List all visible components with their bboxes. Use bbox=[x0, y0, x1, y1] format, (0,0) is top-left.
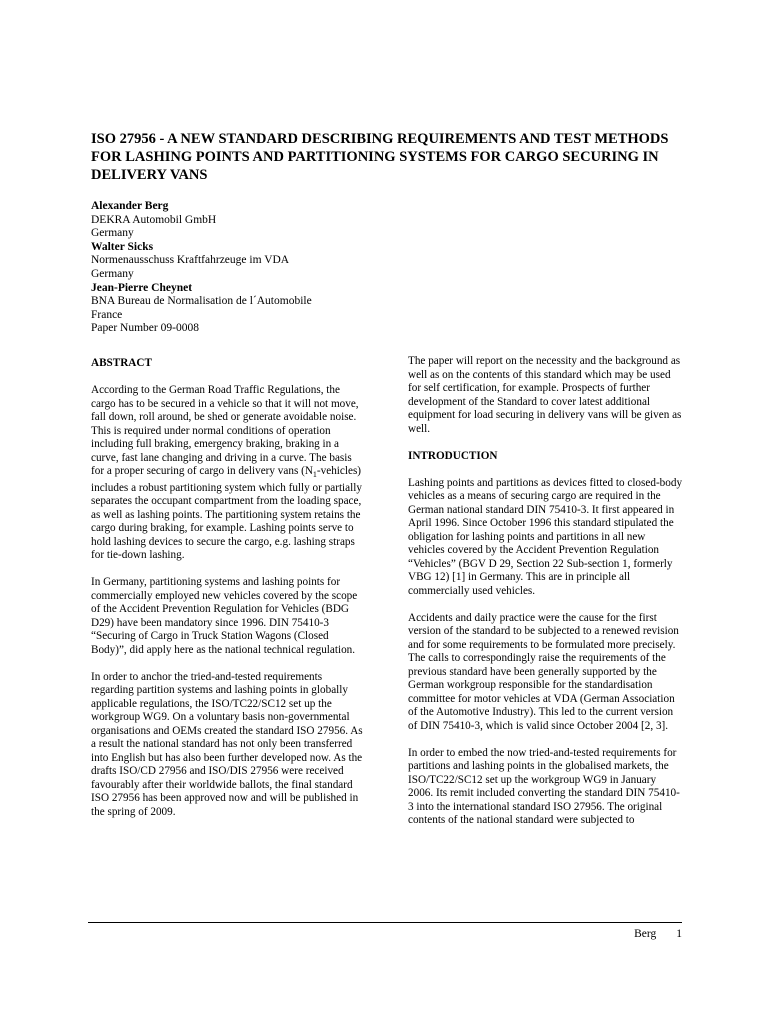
page-number: 1 bbox=[676, 928, 682, 940]
footer-author: Berg bbox=[634, 928, 657, 940]
author-country: France bbox=[91, 308, 123, 321]
author-name: Walter Sicks bbox=[91, 240, 154, 253]
author-block bbox=[91, 200, 491, 336]
introduction-heading: INTRODUCTION bbox=[408, 449, 498, 462]
abstract-paragraph: In order to anchor the tried-and-tested requirements regarding partition systems and lashing points in globally applicable regulations, the ISO/TC22/SC12 set up the workgroup WG9. On a voluntary basis non-governmental organisations and OEMs created the standard ISO 27956. As a result the national standard has not only been transferred into English but has also been further developed now. As the drafts ISO/CD 27956 and ISO/DIS 27956 were received favourably after their worldwide ballots, the final standard ISO 27956 has been approved now and will be published in the spring of 2009. bbox=[91, 670, 363, 818]
abstract-paragraph bbox=[91, 384, 363, 563]
subscript: 1 bbox=[312, 470, 317, 480]
author-affiliation: BNA Bureau de Normalisation de l´Automobile bbox=[91, 295, 312, 308]
paper-title: ISO 27956 - A NEW STANDARD DESCRIBING REQUIREMENTS AND TEST METHODS FOR LASHING POINTS AND PARTITIONING SYSTEMS FOR CARGO SECURING IN DELIVERY VANS bbox=[91, 131, 669, 183]
page-footer bbox=[614, 928, 682, 940]
author-affiliation: Normenausschuss Kraftfahrzeuge im VDA bbox=[91, 254, 290, 267]
author-country: Germany bbox=[91, 227, 134, 240]
abstract-heading: ABSTRACT bbox=[91, 357, 152, 369]
abstract-paragraph: In Germany, partitioning systems and lashing points for commercially employed new vehicles covered by the scope of the Accident Prevention Regulation for Vehicles (BDG D29) have been mandatory since 1996. DIN 75410-3 “Securing of Cargo in Truck Station Wagons (Closed Body)”, did apply here as the national technical regulation. bbox=[91, 576, 358, 656]
abstract-paragraph: The paper will report on the necessity and the background as well as on the contents of this standard which may be used for self certification, for example. Prospects of further development of the Standard to cover latest additional equipment for load securing in delivery vans will be given as well. bbox=[408, 355, 682, 435]
paper-number: Paper Number 09-0008 bbox=[91, 322, 199, 335]
author-country: Germany bbox=[91, 267, 134, 280]
right-column bbox=[408, 355, 684, 841]
introduction-paragraph: Lashing points and partitions as devices fitted to closed-body vehicles as a means of securing cargo are required in the German national standard DIN 75410-3. It first appeared in April 1996. Since October 1996 this standard stipulated the obligation for lashing points and partitions in all new vehicles covered by the Accident Prevention Regulation “Vehicles” (BGV D 29, Section 22 Sub-section 1, formerly VBG 12) [1] in Germany. This are in principle all commercially used vehicles. bbox=[408, 476, 683, 597]
author-name: Jean-Pierre Cheynet bbox=[91, 281, 193, 294]
author-name: Alexander Berg bbox=[91, 200, 169, 212]
introduction-paragraph: Accidents and daily practice were the cause for the first version of the standard to be subjected to a renewed revision and for some requirements to be formulated more precisely. The calls to correspondingly raise the requirements of the previous standard have been generally supported by the German workgroup responsible for the standardisation committee for motor vehicles at VDA (German Association of the Automotive Industry). This led to the current version of DIN 75410-3, which is valid since October 2004 [2, 3]. bbox=[408, 611, 679, 732]
footer-divider bbox=[88, 922, 682, 923]
paragraph-text: -vehicles) includes a robust partitioning system which fully or partially separates the occupant compartment from the loading space, as well as lashing points. The partitioning system retains the cargo during braking, for example. Lashing points serve to hold lashing devices to secure the cargo, e.g. lashing straps for tie-down lashing. bbox=[91, 465, 362, 562]
introduction-paragraph: In order to embed the now tried-and-tested requirements for partitions and lashing points in the globalised markets, the ISO/TC22/SC12 set up the workgroup WG9 in January 2006. Its remit included converting the standard DIN 75410-3 into the international standard ISO 27956. The original contents of the national standard were subjected to bbox=[408, 746, 680, 826]
author-affiliation: DEKRA Automobil GmbH bbox=[91, 213, 217, 226]
left-column bbox=[91, 355, 363, 833]
paragraph-text: According to the German Road Traffic Regulations, the cargo has to be secured in a vehicle so that it will not move, fall down, roll around, be shed or generate avoidable noise. This is required under normal conditions of operation including full braking, emergency braking, braking in a curve, fast lane changing and driving in a curve. The basis for a proper securing of cargo in delivery vans (N bbox=[91, 384, 359, 477]
